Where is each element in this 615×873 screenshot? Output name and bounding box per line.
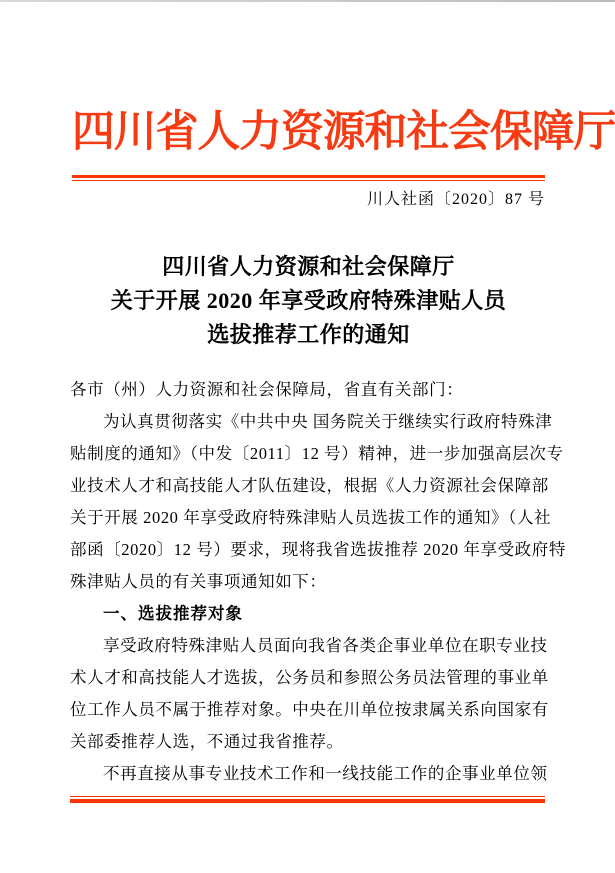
document-body <box>70 374 566 790</box>
body-line: 位工作人员不属于推荐对象。中央在川单位按隶属关系向国家有 <box>70 700 549 719</box>
page-top-edge <box>0 0 615 2</box>
agency-banner-title: 四川省人力资源和社会保障厅 <box>72 109 615 156</box>
body-line: 享受政府特殊津贴人员面向我省各类企事业单位在职专业技 <box>103 636 548 655</box>
body-line: 为认真贯彻落实《中共中央 国务院关于继续实行政府特殊津 <box>103 412 553 431</box>
body-line: 一、选拔推荐对象 <box>103 605 243 623</box>
footer-rule-thick <box>70 799 545 803</box>
body-block-paragraph <box>70 406 566 598</box>
body-block-heading <box>70 598 545 630</box>
body-block-paragraph <box>70 758 548 790</box>
notice-title <box>72 250 545 352</box>
body-line: 贴制度的通知》（中发〔2011〕12 号）精神，进一步加强高层次专 <box>70 444 564 463</box>
body-block-salutation <box>70 374 545 406</box>
body-line: 业技术人才和高技能人才队伍建设，根据《人力资源社会保障部 <box>70 476 549 495</box>
body-line: 部函〔2020〕12 号）要求，现将我省选拔推荐 2020 年享受政府特 <box>70 540 566 559</box>
footer-rule <box>70 796 545 803</box>
body-line: 关于开展 2020 年享受政府特殊津贴人员选拔工作的通知》（人社 <box>70 508 552 527</box>
header-rule-thin <box>72 180 545 181</box>
body-line: 不再直接从事专业技术工作和一线技能工作的企事业单位领 <box>103 764 548 783</box>
header-rule <box>72 175 545 181</box>
body-block-paragraph <box>70 630 549 758</box>
body-line: 术人才和高技能人才选拔，公务员和参照公务员法管理的事业单 <box>70 668 549 687</box>
document-number: 川人社函〔2020〕87 号 <box>366 191 545 208</box>
body-line: 殊津贴人员的有关事项通知如下： <box>70 572 327 591</box>
body-line: 关部委推荐人选，不通过我省推荐。 <box>70 732 344 751</box>
notice-title-line: 四川省人力资源和社会保障厅 <box>162 254 455 279</box>
notice-title-line: 选拔推荐工作的通知 <box>207 322 410 347</box>
body-line: 各市（州）人力资源和社会保障局，省直有关部门： <box>70 380 464 399</box>
notice-title-line: 关于开展 2020 年享受政府特殊津贴人员 <box>110 288 507 313</box>
